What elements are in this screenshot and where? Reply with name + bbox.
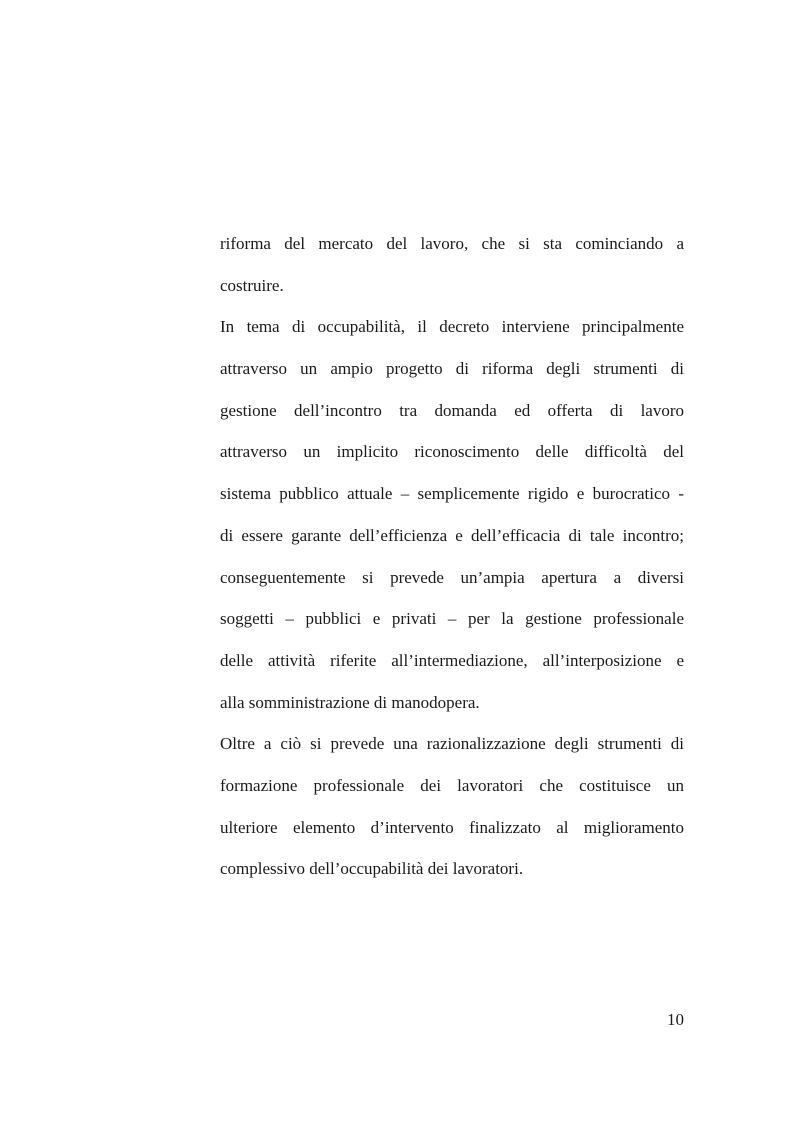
paragraph-2-line-9: delle attività riferite all’intermediazione, all’interposizione e (220, 650, 684, 670)
paragraph-2-line-5: sistema pubblico attuale – semplicemente rigido e burocratico - (220, 484, 684, 504)
paragraph-3-line-2: formazione professionale dei lavoratori che costituisce un (220, 775, 684, 795)
page-number: 10 (667, 1010, 684, 1029)
paragraph-2-line-1: In tema di occupabilità, il decreto interviene principalmente (220, 317, 684, 337)
paragraph-3-line-4: complessivo dell’occupabilità dei lavoratori. (220, 859, 524, 879)
paragraph-2-line-3: gestione dell’incontro tra domanda ed offerta di lavoro (220, 400, 684, 420)
paragraph-2-line-2: attraverso un ampio progetto di riforma degli strumenti di (220, 359, 684, 379)
paragraph-2-line-10: alla somministrazione di manodopera. (220, 692, 480, 712)
paragraph-2-line-8: soggetti – pubblici e privati – per la gestione professionale (220, 609, 684, 629)
paragraph-2-line-6: di essere garante dell’efficienza e dell’efficacia di tale incontro; (220, 525, 684, 545)
paragraph-2-line-4: attraverso un implicito riconoscimento delle difficoltà del (220, 442, 684, 462)
body-text (220, 226, 684, 893)
paragraph-1-line-2: costruire. (220, 275, 284, 295)
paragraph-3-line-3: ulteriore elemento d’intervento finalizzato al miglioramento (220, 817, 684, 837)
paragraph-2-line-7: conseguentemente si prevede un’ampia apertura a diversi (220, 567, 684, 587)
paragraph-3-line-1: Oltre a ciò si prevede una razionalizzazione degli strumenti di (220, 734, 684, 754)
paragraph-1-line-1: riforma del mercato del lavoro, che si sta cominciando a (220, 234, 684, 253)
